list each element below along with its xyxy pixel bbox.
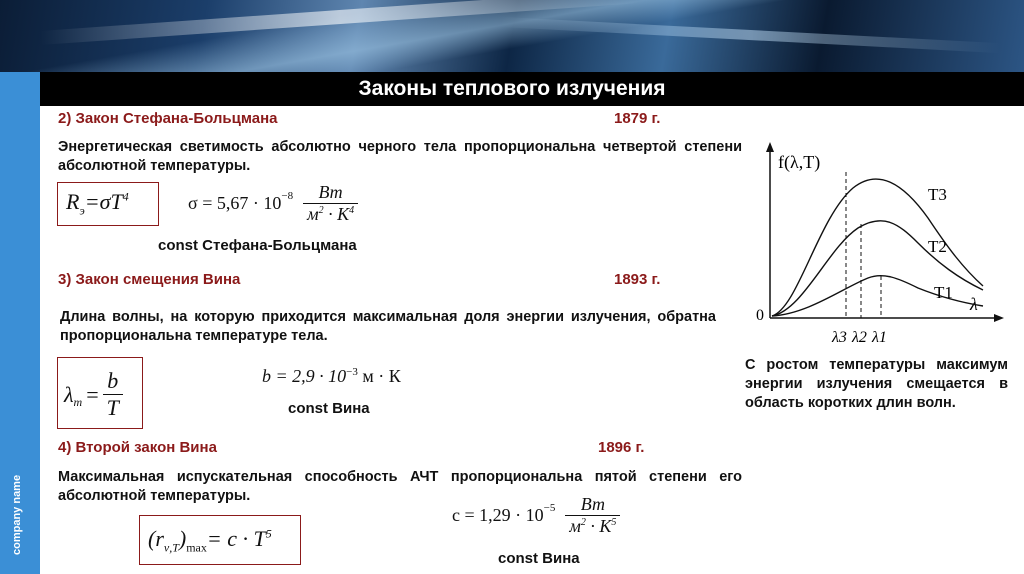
unit-exp: 2 [580,517,586,528]
constant-exponent: −8 [281,189,294,202]
formula-denominator: T [103,394,123,421]
section2-heading: 2) Закон Стефана-Больцмана [58,110,278,127]
formula-subscript: ν,T [163,540,179,555]
unit-exp: 4 [349,205,355,216]
unit-den-rest: · K [323,204,350,224]
constant-value: σ = 5,67 · 10 [188,193,282,213]
graph-caption: С ростом температуры максимум энергии излучения смещается в область коротких длин волн. [745,357,1008,411]
formula-open: (r [148,526,164,551]
section3-text: Длина волны, на которую приходится максимальная доля энергии излучения, обратна пропорциональна температуре тела. [60,309,716,344]
curve-label-t2: T2 [928,237,947,256]
formula-exponent: 4 [122,189,129,204]
curve-label-t1: T1 [934,283,953,302]
wien-constant [262,366,401,387]
section3-const-label: const Вина [288,400,370,417]
company-name: company name [11,474,23,555]
section2-text: Энергетическая светимость абсолютно черного тела пропорциональна четвертой степени абсолютной температуры. [58,139,742,174]
lambda2-label: λ2 [852,329,867,346]
section2-const-label: const Стефана-Больцмана [158,237,357,254]
formula-subscript: э [79,203,85,218]
formula-equals: = [86,381,99,407]
constant-unit: м · К [357,366,401,386]
constant-value: b = 2,9 · 10 [262,366,347,386]
formula-subscript: m [73,395,83,409]
unit-exp: 2 [318,205,324,216]
section4-year: 1896 г. [598,439,645,456]
section4-heading: 4) Второй закон Вина [58,439,217,456]
formula-numerator: b [107,368,119,393]
constant-unit [565,494,620,537]
y-axis-label: f(λ,T) [778,152,821,172]
second-wien-formula [139,515,301,565]
lambda1-label: λ1 [872,329,887,346]
unit-denominator: м [307,204,319,224]
y-axis-arrow [766,142,774,152]
constant-value: c = 1,29 · 10 [452,505,544,525]
stefan-boltzmann-formula [57,182,159,226]
section3-year: 1893 г. [614,271,661,288]
section4-const-label: const Вина [498,550,580,567]
unit-denominator: м [569,516,581,536]
second-wien-constant [452,494,620,537]
wien-displacement-formula [57,357,143,429]
section2-year: 1879 г. [614,110,661,127]
unit-exp: 5 [611,517,617,528]
header-banner [0,0,1024,72]
stefan-constant [188,182,358,225]
x-axis-arrow [994,314,1004,322]
constant-exponent: −3 [346,366,358,378]
banner-streak [500,17,1000,53]
unit-numerator: Вт [580,494,605,514]
slide-title: Законы теплового излучения [358,77,666,100]
x-axis-label: λ [970,294,978,314]
constant-exponent: −5 [543,501,556,514]
origin-label: 0 [756,307,764,324]
unit-numerator: Вт [318,182,343,202]
formula-symbol: R [66,189,80,214]
formula-max: max [186,540,207,555]
formula-rhs: =σT [84,189,123,214]
unit-den-rest: · K [585,516,612,536]
lambda3-label: λ3 [832,329,847,346]
radiation-graph [748,138,1010,352]
constant-unit [303,182,358,225]
formula-close: ) [178,526,187,551]
formula-rhs: = c · T [206,526,266,551]
section3-heading: 3) Закон смещения Вина [58,271,241,288]
formula-exponent: 5 [265,526,272,541]
formula-symbol: λ [64,381,74,407]
curve-label-t3: T3 [928,185,947,204]
section4-text: Максимальная испускательная способность АЧТ пропорциональна пятой степени его абсолютной температуры. [58,469,742,504]
